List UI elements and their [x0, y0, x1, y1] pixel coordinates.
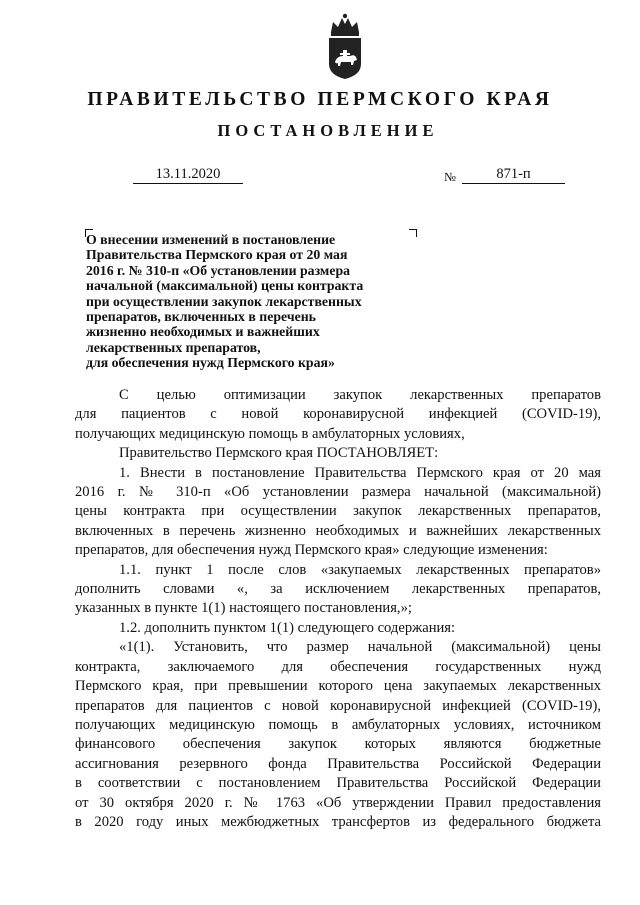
body-line: контракта, заключаемого для обеспечения государственных нужд [75, 658, 601, 675]
subject-line: при осуществлении закупок лекарственных [86, 293, 362, 309]
subject-line: лекарственных препаратов, [86, 339, 261, 355]
body-line: финансового обеспечения закупок которых являются бюджетные [75, 736, 601, 753]
body-line: 2016 г. № 310-п «Об установлении размера начальной (максимальной) [75, 484, 601, 501]
document-subject [86, 232, 406, 371]
body-line: препаратов, для обеспечения нужд Пермского края» следующие изменения: [75, 542, 548, 559]
body-line: в 2020 году иных межбюджетных трансфертов из федерального бюджета [75, 813, 601, 830]
body-line: получающих медицинскую помощь в амбулаторных условиях, [75, 425, 465, 442]
subject-corner-right [409, 229, 417, 237]
body-line: С целью оптимизации закупок лекарственных препаратов [119, 387, 601, 403]
document-type: ПОСТАНОВЛЕНИЕ [217, 121, 439, 140]
subject-line: Правительства Пермского края от 20 мая [86, 247, 348, 263]
subject-line: начальной (максимальной) цены контракта [86, 278, 364, 294]
coat-of-arms-icon [323, 12, 367, 80]
subject-line: для обеспечения нужд Пермского края» [86, 355, 335, 371]
body-line: включенных в перечень жизненно необходимых и важнейших лекарственных [75, 522, 601, 539]
subject-line: жизненно необходимых и важнейших [86, 324, 320, 340]
body-line: 1.1. пункт 1 после слов «закупаемых лекарственных препаратов» [119, 561, 601, 578]
body-line: цены контракта при осуществлении закупок лекарственных препаратов, [75, 503, 601, 520]
subject-line: О внесении изменений в постановление [86, 232, 336, 247]
number-sign: № [444, 170, 456, 184]
body-line: Пермского края, при превышении которого цена закупаемых лекарственных [75, 678, 601, 695]
body-line: получающих медицинскую помощь в амбулаторных условиях, источником [75, 716, 601, 733]
body-line: Правительство Пермского края ПОСТАНОВЛЯЕТ: [119, 445, 439, 462]
body-line: указанных в пункте 1(1) настоящего постановления,»; [75, 600, 412, 617]
government-title: ПРАВИТЕЛЬСТВО ПЕРМСКОГО КРАЯ [87, 89, 553, 110]
subject-line: 2016 г. № 310-п «Об установлении размера [86, 262, 351, 278]
body-line: для пациентов с новой коронавирусной инфекцией (COVID-19), [75, 406, 601, 423]
body-line: от 30 октября 2020 г. № 1763 «Об утверждении Правил предоставления [75, 794, 601, 811]
subject-line: препаратов, включенных в перечень [86, 309, 316, 325]
body-line: 1.2. дополнить пунктом 1(1) следующего содержания: [119, 619, 456, 636]
body-line: препаратов для пациентов с новой коронавирусной инфекцией (COVID-19), [75, 697, 601, 714]
body-line: 1. Внести в постановление Правительства Пермского края от 20 мая [119, 464, 601, 481]
body-line: ассигнования резервного фонда Правительства Российской Федерации [75, 755, 601, 772]
document-number: 871-п [462, 166, 565, 184]
body-line: в соответствии с постановлением Правительства Российской Федерации [75, 775, 601, 792]
document-body [75, 386, 601, 832]
document-date: 13.11.2020 [133, 166, 243, 184]
body-line: дополнить словами «, за исключением лекарственных препаратов, [75, 581, 601, 598]
body-line: «1(1). Установить, что размер начальной (максимальной) цены [119, 639, 601, 656]
